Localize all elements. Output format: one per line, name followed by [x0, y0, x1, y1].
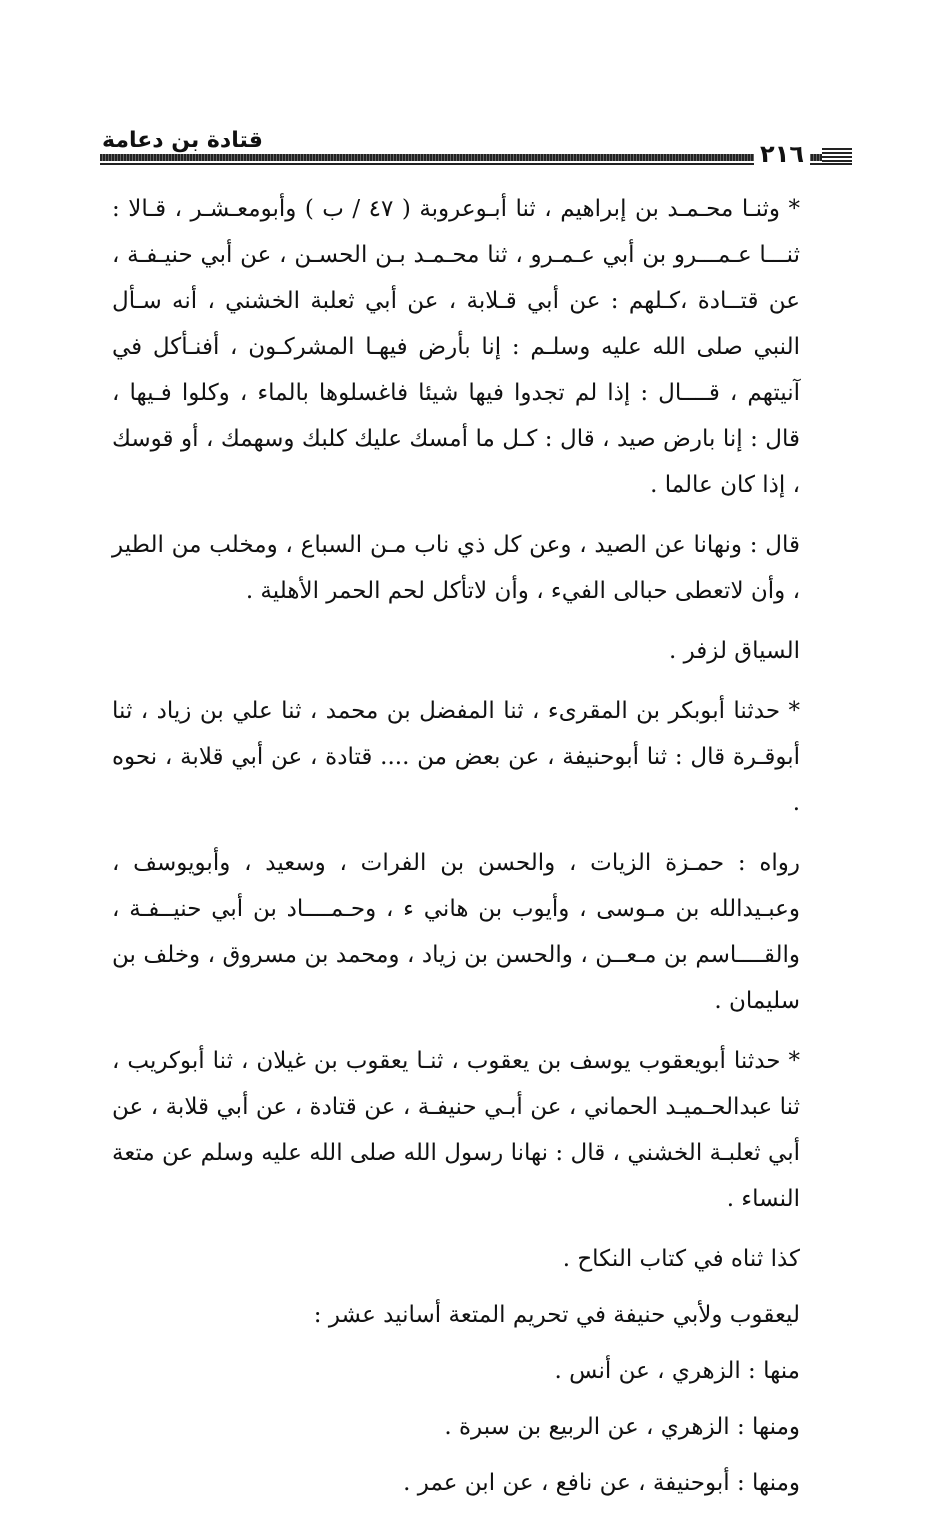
- paragraph: ومنها : أبوحنيفة ، عن نافع ، عن ابن عمر .: [403, 1470, 800, 1496]
- paragraph: قال : ونهانا عن الصيد ، وعن كل ذي ناب مـن السباع ، ومخلب من الطير ، وأن لاتعطى حبالى الفيء ، وأن لاتأكل لحم الحمر الأهلية .: [112, 532, 800, 604]
- running-title: قتادة بن دعامة: [102, 128, 263, 153]
- page-body: [112, 186, 832, 1516]
- paragraph: * وثنـا محـمـد بن إبراهيم ، ثنا أبـوعروبة ( ٤٧ / ب ) وأبومعـشـر ، قـالا : ثنـــا عـمـــرو بن أبي عـمـرو ، ثنا محـمـد بـن الحسـن ، عن أبي حنيـفـة ، عن قتــادة ،كـلهم : عن أبي قـلابة ، عن أبي ثعلبة الخشني ، أنه سـأل النبي صلى الله عليه وسلـم : إنا بأرض فيهـا المشركـون ، أفنـأكل في آنيتهم ، قــــال : إذا لم تجدوا فيها شيئا فاغسلوها بالماء ، وكلوا فـيها ، قال : إنا بارض صيد ، قال : كـل ما أمسك عليك كلبك وسهمك ، أو قوسك ، إذا كان عالما .: [112, 196, 801, 498]
- header-rule-end: [822, 148, 852, 162]
- paragraph: ومنها : الزهري ، عن الربيع بن سبرة .: [444, 1414, 800, 1440]
- paragraph: * حدثنا أبويعقوب يوسف بن يعقوب ، ثنـا يعقوب بن غيلان ، ثنا أبوكريب ، ثنا عبدالحـميـد الحماني ، عن أبـي حنيفـة ، عن قتادة ، عن أبي قلابة ، عن أبي ثعلبـة الخشني ، قال : نهانا رسول الله صلى الله عليه وسلم عن متعة النساء .: [112, 1048, 800, 1212]
- page-header: [100, 126, 852, 178]
- header-rule: [100, 154, 852, 161]
- page-number: ٢١٦: [754, 140, 810, 168]
- paragraph: كذا ثناه في كتاب النكاح .: [562, 1246, 800, 1272]
- paragraph: السياق لزفر .: [668, 638, 800, 664]
- paragraph: منها : الزهري ، عن أنس .: [554, 1358, 800, 1384]
- paragraph: ليعقوب ولأبي حنيفة في تحريم المتعة أسانيد عشر :: [313, 1302, 800, 1328]
- paragraph: * حدثنا أبوبكر بن المقرىء ، ثنا المفضل بن محمد ، ثنا علي بن زياد ، ثنا أبوقـرة قال : ثنا أبوحنيفة ، عن بعض من .... قتادة ، عن أبي قلابة ، نحوه .: [112, 698, 800, 816]
- header-rule-thin: [100, 163, 852, 165]
- paragraph: رواه : حمـزة الزيات ، والحسن بن الفرات ، وسعيد ، وأبويوسف ، وعبـيدالله بن مـوسى ، وأيوب بن هاني ء ، وحـمــــاد بن أبي حنيــفـة ، والقــــاسم بن مـعــن ، والحسن بن زياد ، ومحمد بن مسروق ، وخلف بن سليمان .: [112, 850, 800, 1014]
